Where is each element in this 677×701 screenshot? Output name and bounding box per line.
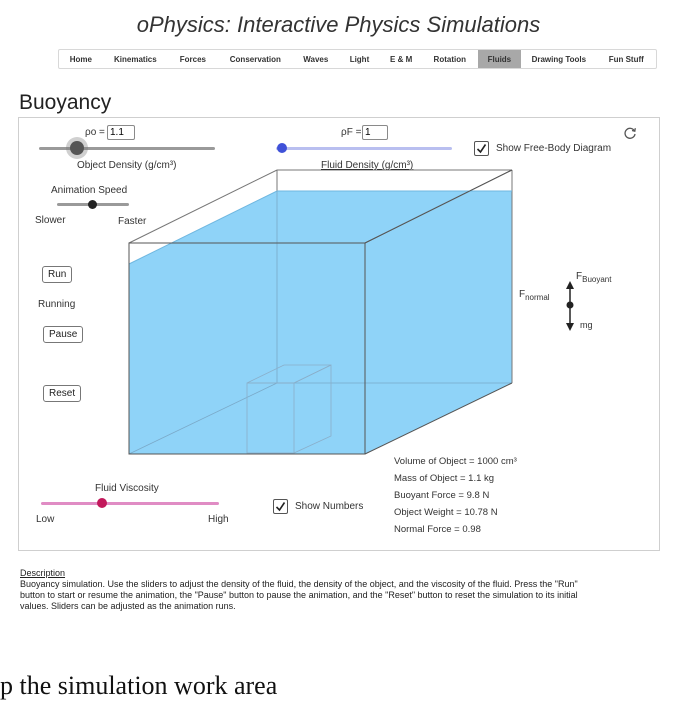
readout-normal: Normal Force = 0.98	[394, 524, 481, 535]
faster-label: Faster	[118, 216, 147, 227]
nav-bar	[58, 49, 657, 69]
status-label: Running	[38, 299, 76, 310]
reset-button[interactable]: Reset	[43, 385, 81, 402]
nav-rotation[interactable]: Rotation	[433, 54, 466, 64]
nav-fluids[interactable]: Fluids	[478, 50, 522, 68]
fluid-density-input[interactable]	[362, 125, 388, 140]
readout-weight: Object Weight = 10.78 N	[394, 507, 498, 518]
fluid-density-label: Fluid Density (g/cm³)	[321, 160, 414, 171]
viscosity-label: Fluid Viscosity	[95, 483, 159, 494]
nav-forces[interactable]: Forces	[179, 54, 206, 64]
viscosity-knob[interactable]	[97, 498, 107, 508]
fluid-density-symbol: ρF =	[341, 127, 362, 138]
nav-conservation[interactable]: Conservation	[229, 54, 281, 64]
nav-home[interactable]: Home	[69, 54, 92, 64]
page-title: Buoyancy	[19, 91, 112, 114]
force-arrows	[560, 281, 580, 331]
checkmark-icon	[275, 501, 286, 512]
description	[20, 568, 580, 612]
object-density-symbol: ρo =	[85, 127, 105, 138]
readout-volume: Volume of Object = 1000 cm³	[394, 456, 517, 467]
description-title: Description	[20, 568, 66, 578]
refresh-icon[interactable]	[623, 126, 637, 140]
force-normal-label: $F_{normal}$	[519, 289, 550, 302]
show-numbers-label: Show Numbers	[295, 501, 364, 512]
object-density-label: Object Density (g/cm³)	[77, 160, 177, 171]
nav-kinematics[interactable]: Kinematics	[114, 54, 157, 64]
readout-panel	[394, 453, 517, 538]
force-normal-subscript: normal	[525, 293, 550, 302]
animation-speed-label: Animation Speed	[51, 185, 128, 196]
show-numbers-checkbox[interactable]	[273, 499, 288, 514]
description-text: Buoyancy simulation. Use the sliders to adjust the density of the fluid, the density of the object, and the viscosity of the fluid. Press the "Run" button to start or resume the animation, the "Pause" button to pause the animation, and the "Reset" button to reset the simulation to its initial values. Sliders can be adjusted as the animation runs.	[20, 579, 578, 611]
viscosity-high-label: High	[208, 514, 229, 525]
nav-fun-stuff[interactable]: Fun Stuff	[608, 54, 644, 64]
force-buoyant-label: $F_{Buoyant}$	[576, 271, 612, 284]
force-weight-label: mg	[580, 320, 593, 330]
animation-speed-knob[interactable]	[88, 200, 97, 209]
free-body-checkbox[interactable]	[474, 141, 489, 156]
simulation-area	[18, 117, 660, 551]
readout-buoyant: Buoyant Force = 9.8 N	[394, 490, 490, 501]
nav-waves[interactable]: Waves	[303, 54, 329, 64]
force-buoyant-subscript: Buoyant	[582, 275, 612, 284]
fluid-density-knob[interactable]	[277, 143, 287, 153]
nav-light[interactable]: Light	[349, 54, 370, 64]
object-density-knob[interactable]	[70, 141, 84, 155]
free-body-label: Show Free-Body Diagram	[496, 143, 612, 154]
run-button[interactable]: Run	[42, 266, 72, 283]
bottom-caption: p the simulation work area	[0, 671, 278, 700]
object-density-slider[interactable]	[39, 147, 215, 150]
fluid-back-wall	[129, 191, 512, 454]
viscosity-slider[interactable]	[41, 502, 219, 505]
nav-drawing-tools[interactable]: Drawing Tools	[531, 54, 587, 64]
slower-label: Slower	[35, 215, 66, 226]
readout-mass: Mass of Object = 1.1 kg	[394, 473, 495, 484]
nav-em[interactable]: E & M	[390, 54, 413, 64]
viscosity-low-label: Low	[36, 514, 55, 525]
object-density-input[interactable]	[107, 125, 135, 140]
site-title: oPhysics: Interactive Physics Simulations	[136, 12, 541, 37]
fluid-density-slider[interactable]	[276, 147, 452, 150]
checkmark-icon	[476, 143, 487, 154]
pause-button[interactable]: Pause	[43, 326, 83, 343]
